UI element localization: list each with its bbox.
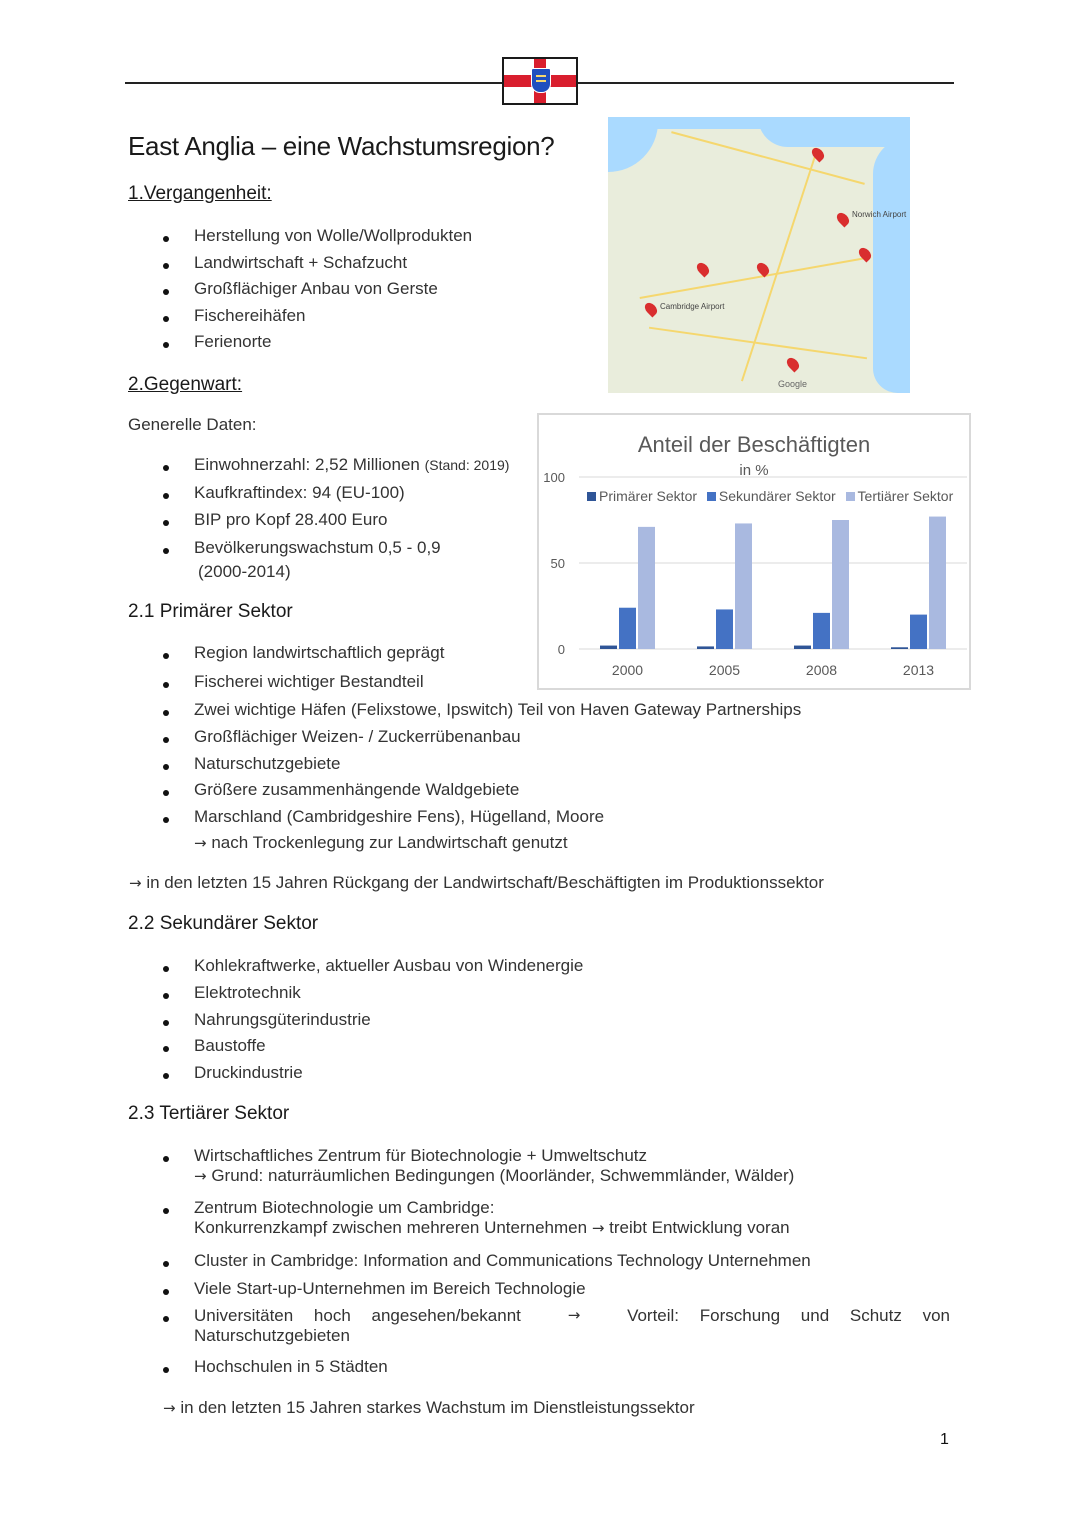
heading-sekundaerer-sektor: 2.2 Sekundärer Sektor: [128, 913, 319, 934]
list-item: Baustoffe: [0, 1036, 583, 1063]
list-item: Marschland (Cambridgeshire Fens), Hügelland, Moore: [0, 807, 801, 833]
list-item: Fischereihäfen: [0, 306, 472, 333]
airfield-marker-icon: [695, 261, 712, 278]
east-anglia-map: [608, 117, 910, 393]
header-rule-left: [125, 82, 502, 84]
bar: [929, 517, 946, 649]
bar: [638, 527, 655, 649]
bar: [891, 647, 908, 649]
y-tick-label: 50: [550, 556, 565, 571]
list-item: Naturschutzgebiete: [0, 754, 801, 781]
page-title: East Anglia – eine Wachstumsregion?: [128, 131, 555, 161]
conclusion-tertiaerer: → in den letzten 15 Jahren starkes Wachstum im Dienstleistungssektor: [163, 1398, 695, 1417]
y-tick-label: 0: [557, 642, 565, 657]
x-tick-label: 2000: [611, 662, 644, 678]
list-item: Großflächiger Anbau von Gerste: [0, 279, 472, 306]
list-item: Ferienorte: [0, 332, 472, 359]
list-item: Zentrum Biotechnologie um Cambridge: Konkurrenzkampf zwischen mehreren Unternehmen → treibt Entwicklung voran: [0, 1198, 950, 1251]
x-tick-label: 2005: [708, 662, 741, 678]
list-item: Kaufkraftindex: 94 (EU-100): [0, 483, 509, 511]
list-item-continuation: (2000-2014): [198, 562, 291, 581]
chart-title: Anteil der Beschäftigten: [637, 432, 871, 457]
list-item: Druckindustrie: [0, 1063, 583, 1090]
list-item: Kohlekraftwerke, aktueller Ausbau von Windenergie: [0, 956, 583, 983]
bar: [832, 520, 849, 649]
list-item: Landwirtschaft + Schafzucht: [0, 253, 472, 280]
conclusion-primaerer: → in den letzten 15 Jahren Rückgang der Landwirtschaft/Beschäftigten im Produktionssektor: [129, 873, 824, 892]
list-item: Viele Start-up-Unternehmen im Bereich Technologie: [0, 1279, 950, 1306]
bar: [600, 646, 617, 649]
legend-item: Sekundärer Sektor: [707, 488, 836, 504]
header-rule-right: [578, 82, 954, 84]
general-data-label: Generelle Daten:: [128, 415, 257, 434]
list-item: Wirtschaftliches Zentrum für Biotechnologie + Umweltschutz → Grund: naturräumlichen Bedingungen (Moorländer, Schwemmländer, Wälder): [0, 1146, 950, 1198]
list-item: BIP pro Kopf 28.400 Euro: [0, 510, 509, 538]
list-item: Bevölkerungswachstum 0,5 - 0,9: [0, 538, 509, 566]
list-item: Fischerei wichtiger Bestandteil: [0, 672, 801, 701]
bar: [910, 615, 927, 649]
list-item: Cluster in Cambridge: Information and Communications Technology Unternehmen: [0, 1251, 950, 1279]
list-item: Universitäten hoch angesehen/bekannt → Vorteil: Forschung und Schutz von Naturschutzgebieten: [0, 1306, 950, 1357]
bar: [697, 646, 714, 649]
heading-gegenwart: 2.Gegenwart:: [128, 374, 243, 395]
x-tick-label: 2013: [902, 662, 935, 678]
norwich-marker-icon: [835, 211, 852, 228]
list-vergangenheit: [0, 226, 472, 359]
heading-primaerer-sektor: 2.1 Primärer Sektor: [128, 601, 293, 622]
map-label: Norwich Airport: [852, 210, 907, 219]
bar: [794, 646, 811, 649]
list-item: Großflächiger Weizen- / Zuckerrübenanbau: [0, 727, 801, 754]
east-anglia-flag: [502, 57, 578, 105]
map-label: Cambridge Airport: [660, 302, 725, 311]
sub-point: → nach Trockenlegung zur Landwirtschaft genutzt: [194, 833, 568, 852]
list-tertiaerer-sektor: [0, 1146, 950, 1384]
bar: [735, 523, 752, 649]
list-item: Nahrungsgüterindustrie: [0, 1010, 583, 1037]
y-tick-label: 100: [543, 470, 565, 485]
x-tick-label: 2008: [805, 662, 838, 678]
list-item: Zwei wichtige Häfen (Felixstowe, Ipswitch) Teil von Haven Gateway Partnerships: [0, 700, 801, 727]
list-item: Einwohnerzahl: 2,52 Millionen (Stand: 2019): [0, 455, 509, 483]
heading-vergangenheit: 1.Vergangenheit:: [128, 183, 272, 204]
chart-subtitle: in %: [739, 462, 769, 479]
heading-tertiaerer-sektor: 2.3 Tertiärer Sektor: [128, 1103, 290, 1124]
list-item: Hochschulen in 5 Städten: [0, 1357, 950, 1384]
list-general-data: [0, 455, 509, 565]
google-logo: Google: [778, 379, 808, 389]
list-sekundaerer-sektor: [0, 956, 583, 1090]
shield-icon: [531, 68, 551, 93]
list-item: Herstellung von Wolle/Wollprodukten: [0, 226, 472, 253]
legend-item: Tertiärer Sektor: [846, 488, 954, 504]
list-item: Elektrotechnik: [0, 983, 583, 1010]
list-item: Größere zusammenhängende Waldgebiete: [0, 780, 801, 807]
bar: [619, 608, 636, 649]
bar: [813, 613, 830, 649]
bar: [716, 609, 733, 649]
chart-plot: [539, 415, 969, 688]
cambridge-marker-icon: [643, 301, 660, 318]
employment-chart: [537, 413, 971, 690]
list-item: Region landwirtschaftlich geprägt: [0, 643, 801, 672]
legend-item: Primärer Sektor: [587, 488, 697, 504]
page-number: 1: [940, 1431, 949, 1448]
airfield-marker-icon: [785, 356, 802, 373]
